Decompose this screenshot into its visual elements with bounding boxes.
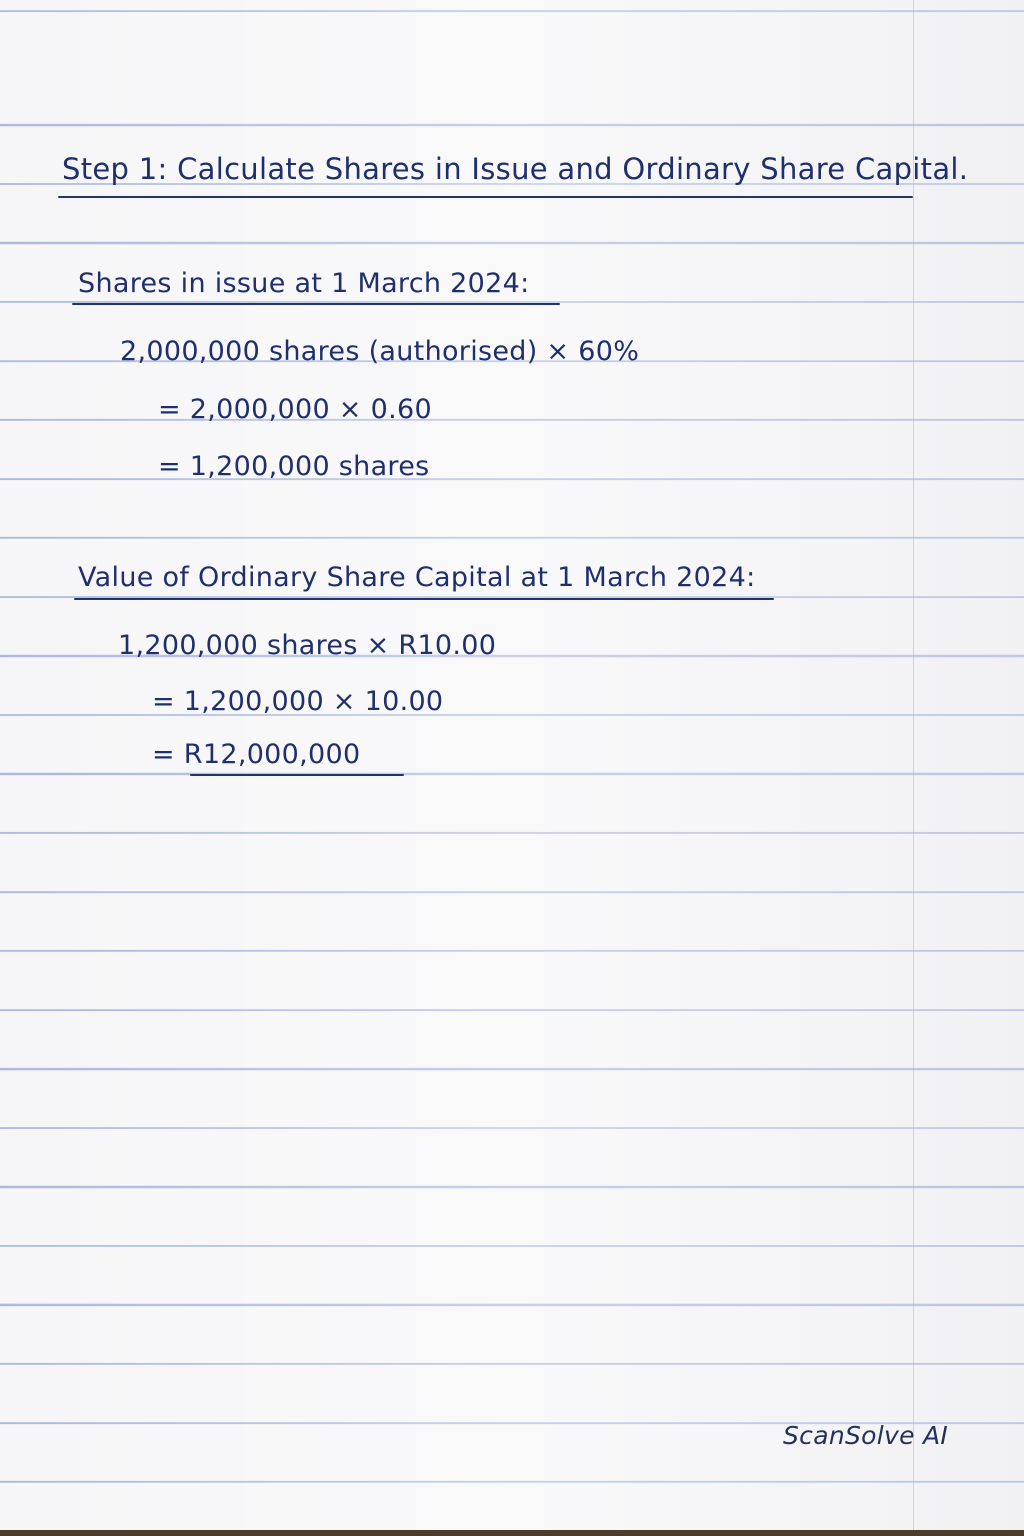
shares-heading-underline: [72, 303, 560, 305]
margin-line: [913, 0, 914, 1530]
capital-heading: Value of Ordinary Share Capital at 1 March 2024:: [78, 562, 756, 593]
step-title-underline: [58, 196, 913, 198]
shares-heading: Shares in issue at 1 March 2024:: [78, 268, 530, 299]
capital-line-2: = 1,200,000 × 10.00: [152, 686, 444, 717]
page-bottom-edge: [0, 1530, 1024, 1536]
step-title: Step 1: Calculate Shares in Issue and Ordinary Share Capital.: [62, 152, 969, 186]
capital-line-1: 1,200,000 shares × R10.00: [118, 630, 497, 661]
capital-heading-underline: [74, 598, 774, 600]
shares-line-2: = 2,000,000 × 0.60: [158, 394, 432, 425]
capital-result-underline: [190, 774, 404, 776]
capital-result: = R12,000,000: [152, 739, 361, 770]
shares-line-1: 2,000,000 shares (authorised) × 60%: [120, 336, 640, 367]
watermark-brand: ScanSolve AI: [783, 1421, 949, 1450]
shares-line-3: = 1,200,000 shares: [158, 451, 430, 482]
